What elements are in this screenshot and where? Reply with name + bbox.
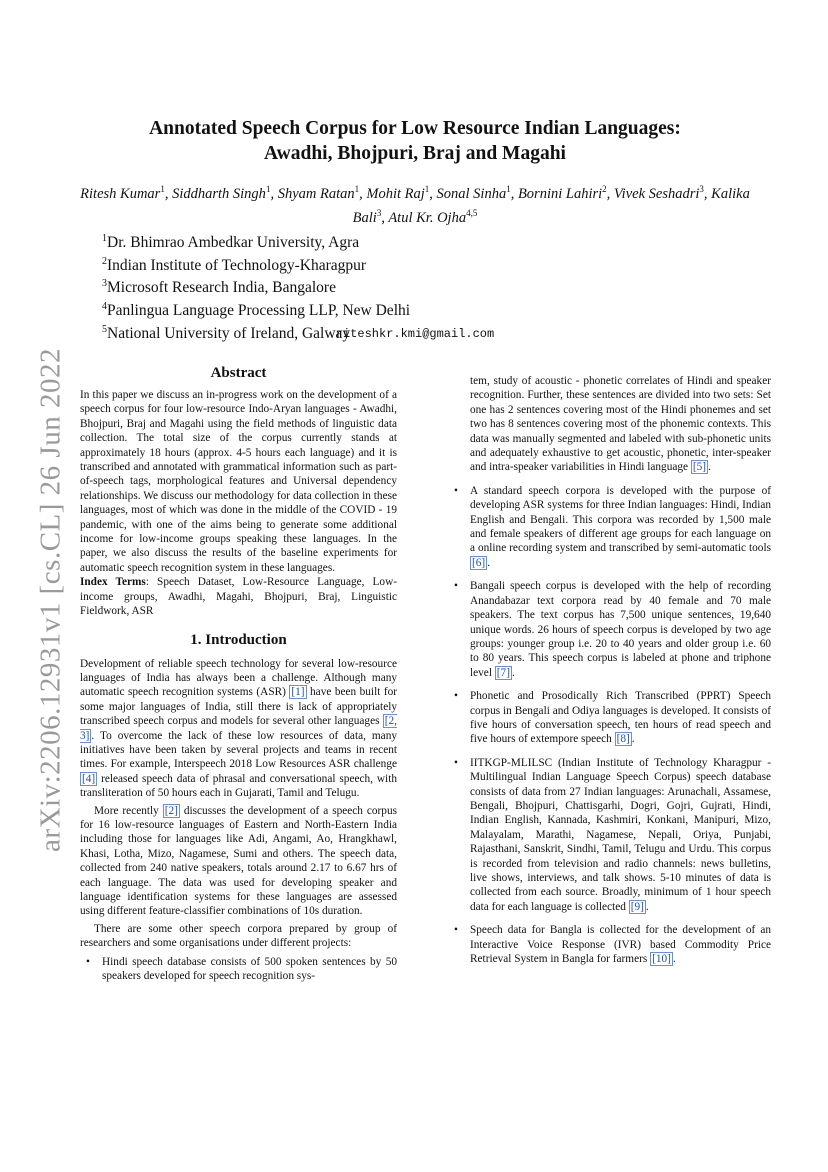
affiliation-text: Dr. Bhimrao Ambedkar University, Agra bbox=[107, 234, 360, 252]
list-item-text bbox=[470, 485, 771, 570]
text-run: . bbox=[672, 953, 676, 966]
affiliation-mark: 1 bbox=[102, 233, 107, 244]
citation-link[interactable]: [9] bbox=[630, 900, 644, 913]
list-item bbox=[454, 484, 771, 570]
affiliation-item bbox=[80, 298, 750, 321]
author-list: Ritesh Kumar$^1$, Siddharth Singh$^1$, Shyam Ratan$^1$, Mohit Raj$^1$, Sonal Sinha$^1$, Bornini Lahiri$^2$, Vivek Seshadri$^3$, Kalika Bali$^3$, Atul Kr. Ojha$^{4,5}$ bbox=[80, 184, 750, 226]
list-item-text bbox=[470, 690, 771, 746]
abstract-text: In this paper we discuss an in-progress work on the development of a speech corpus for four low-resource Indo-Aryan languages - Awadhi, Bhojpuri, Braj and Magahi using the field methods of linguistic data collection. The total size of the corpus currently stands at approximately 18 hours (approx. 4-5 hours each language) and it is transcribed and annotated with grammatical information such as part-of-speech tags, morphological features and Universal dependency relationships. We discuss our methodology for data collection in these languages, most of which was done in the middle of the COVID - 19 pandemic, with one of the aims being to generate some additional income for low-income groups speaking these languages. In the paper, we also discuss the results of the baseline experiments for automatic speech recognition system in these languages. bbox=[80, 389, 397, 574]
text-run: There are some other speech corpora prepared by group of researchers and some organisations under different projects: bbox=[80, 922, 397, 950]
arxiv-watermark bbox=[36, 330, 66, 870]
affiliation-mark: 4 bbox=[102, 300, 107, 312]
text-run: . bbox=[708, 461, 711, 474]
affiliation-text: Indian Institute of Technology-Kharagpur bbox=[107, 256, 367, 274]
list-item bbox=[80, 955, 397, 984]
left-column bbox=[80, 364, 397, 983]
section-heading-introduction: 1. Introduction bbox=[190, 631, 287, 648]
right-column bbox=[454, 370, 771, 975]
author-affiliation-mark: 1 bbox=[506, 184, 511, 194]
author-name: Shyam Ratan bbox=[277, 185, 355, 202]
affiliation-mark: 2 bbox=[102, 255, 107, 267]
citation-link[interactable]: [7] bbox=[496, 666, 510, 679]
author-name: Sonal Sinha bbox=[436, 185, 507, 202]
list-item bbox=[454, 579, 771, 680]
list-item-text bbox=[470, 924, 771, 966]
bullet-icon: • bbox=[454, 484, 458, 497]
author-affiliation-mark: 1 bbox=[160, 184, 165, 194]
affiliation-text: Panlingua Language Processing LLP, New Delhi bbox=[107, 302, 411, 320]
author-name: Mohit Raj bbox=[366, 185, 425, 202]
index-terms-label: Index Terms bbox=[80, 576, 146, 589]
list-item bbox=[454, 923, 771, 966]
affiliation-text: Microsoft Research India, Bangalore bbox=[107, 279, 336, 297]
citation-link[interactable]: [10] bbox=[652, 953, 671, 966]
author-affiliation-mark: 3 bbox=[699, 184, 704, 194]
author-affiliation-mark: 1 bbox=[265, 184, 271, 194]
list-item-text: Hindi speech database consists of 500 spoken sentences by 50 speakers developed for speech recognition sys- bbox=[102, 955, 397, 983]
author-name: Atul Kr. Ojha bbox=[388, 209, 467, 226]
author-affiliation-mark: 1 bbox=[424, 184, 430, 194]
author-name: Ritesh Kumar bbox=[80, 185, 161, 202]
citation-link[interactable]: [6] bbox=[472, 556, 486, 569]
citation-link[interactable]: [8] bbox=[616, 733, 630, 746]
text-run: . bbox=[645, 900, 649, 913]
text-run: Phonetic and Prosodically Rich Transcribed (PPRT) Speech corpus in Bengali and Odiya languages is developed. It consists of five hours of conversation speech, ten hours of read speech and five hours of extempore speech bbox=[470, 690, 771, 746]
index-terms bbox=[80, 575, 397, 618]
author-affiliation-mark: 3 bbox=[376, 207, 382, 218]
author-affiliation-mark: 2 bbox=[602, 184, 607, 194]
text-run: released speech data of phrasal and conversational speech, with transliteration of 50 hours each in Gujarati, Tamil and Telugu. bbox=[80, 772, 397, 800]
list-item bbox=[454, 689, 771, 747]
title-line-1: Annotated Speech Corpus for Low Resource Indian Languages: bbox=[149, 118, 681, 139]
index-terms-text: : Speech Dataset, Low-Resource Language, Low-income groups, Awadhi, Magahi, Bhojpuri, Braj, Linguistic Fieldwork, ASR bbox=[80, 576, 397, 618]
text-run: More recently bbox=[94, 804, 163, 817]
paper-title bbox=[80, 116, 750, 166]
affiliation-mark: 3 bbox=[102, 278, 107, 290]
author-name: Vivek Seshadri bbox=[613, 185, 700, 202]
text-run: have been built for some major languages of India, still there is lack of appropriately transcribed speech corpus and models for several other languages bbox=[80, 686, 397, 728]
arxiv-id[interactable]: arXiv:2206.12931v1 [cs.CL] 26 Jun 2022 bbox=[34, 348, 67, 852]
bullet-icon: • bbox=[454, 924, 458, 937]
text-run: A standard speech corpora is developed with the purpose of developing ASR systems for three Indian languages: Hindi, Indian English and Bengali. This corpora was recorded by 1,500 male and female speakers of different age groups for each language on a online recording system and transcribed by semi-automatic tools bbox=[470, 484, 771, 555]
text-run: tem, study of acoustic - phonetic correlates of Hindi and speaker recognition. Further, these sentences are divided into two sets: Set one has 2 sentences covering most of the Hindi phonemes and set two has 8 sentences covering most of the phonemic contexts. This data was manually segmented and labeled with sub-phonetic units and adequately exhaustive to get acoustic, phonetic, inter-speaker and intra-speaker variabilities in Hindi language bbox=[470, 375, 771, 474]
list-item-text bbox=[470, 375, 771, 474]
author-affiliation-mark: 4,5 bbox=[466, 207, 478, 218]
citation-link[interactable]: [1] bbox=[291, 686, 305, 699]
abstract-heading: Abstract bbox=[210, 365, 267, 381]
bullet-icon: • bbox=[86, 955, 90, 968]
bullet-icon: • bbox=[454, 580, 458, 593]
author-name: Siddharth Singh bbox=[172, 185, 266, 202]
list-item bbox=[454, 374, 771, 475]
text-run: Bangali speech corpus is developed with the help of recording Anandabazar text corpora read by 40 female and 70 male speakers. The text corpus has 7,500 unique sentences, 19,640 unique words. 26 hours of speech corpus is developed by two age groups: younger group i.e. 20 to 40 years and older group i.e. 60 to 80 years. This speech corpus is labeled at phone and triphone level bbox=[470, 580, 771, 679]
text-run: . To overcome the lack of these low resources of data, many initiatives have been taken by several projects and teams in recent times. For example, Interspeech 2018 Low Resources ASR challenge bbox=[80, 729, 397, 771]
bullet-icon: • bbox=[454, 756, 458, 769]
text-run: Speech data for Bangla is collected for the development of an Interactive Voice Response (IVR) based Commodity Price Retrieval System in Bangla for farmers bbox=[470, 924, 771, 966]
text-run: . bbox=[631, 733, 635, 746]
text-run: . bbox=[487, 556, 491, 569]
bullet-icon: • bbox=[454, 690, 458, 703]
affiliation-text: National University of Ireland, Galway bbox=[107, 324, 351, 342]
list-item bbox=[454, 756, 771, 914]
contact-email[interactable]: riteshkr.kmi@gmail.com bbox=[335, 327, 495, 341]
intro-paragraph-1 bbox=[80, 657, 397, 801]
affiliation-item bbox=[80, 230, 750, 253]
affiliation-item bbox=[80, 253, 750, 276]
corpora-list-start bbox=[80, 955, 397, 984]
text-run: . bbox=[511, 666, 515, 679]
corpora-list-continued bbox=[454, 374, 771, 966]
list-item-text bbox=[470, 757, 771, 914]
citation-link[interactable]: [2] bbox=[164, 804, 178, 817]
text-run: IITKGP-MLILSC (Indian Institute of Technology Kharagpur - Multilingual Indian Language Speech Corpus) speech database consists of data from 27 Indian languages: Arunachali, Assamese, Bengali, Bhojpuri, Chattisgarhi, Dogri, Gojri, Gujrati, Hindi, Indian English, Kannada, Kashmiri, Konkani, Manipuri, Mizo, Malayalam, Marathi, Nagamese, Nepali, Oriya, Punjabi, Rajasthani, Sanskrit, Sindhi, Tamil, Telugu and Urdu. This corpus is recorded from television and radio channels: news bulletins, live shows, interviews, and talk shows. 5-10 minutes of data is collected from each source. Broadly, minimum of 1 hour speech data for each language is collected bbox=[470, 756, 771, 913]
text-run: discusses the development of a speech corpus for 16 low-resource languages of Eastern and North-Eastern India including those for languages like Adi, Angami, Ao, Hrangkhawl, Khasi, Lotha, Mizo, Nagamese, Sumi and others. The speech data, collected from 240 native speakers, totals around 2.17 to 6.67 hrs of each language. The data was used for developing speaker and language identification systems for these languages are assessed using different feature-classifier combinations of 10s duration. bbox=[80, 804, 397, 918]
citation-link[interactable]: [5] bbox=[692, 461, 707, 474]
title-line-2: Awadhi, Bhojpuri, Braj and Magahi bbox=[264, 143, 566, 164]
affiliation-mark: 5 bbox=[102, 323, 107, 335]
affiliation-item bbox=[80, 275, 750, 298]
citation-link[interactable]: [4] bbox=[82, 772, 96, 785]
author-name: Kalika Bali bbox=[352, 185, 750, 226]
intro-paragraph-3 bbox=[80, 922, 397, 951]
author-affiliation-mark: 1 bbox=[354, 184, 360, 194]
list-item-text bbox=[470, 580, 771, 679]
citation-link[interactable]: [2, 3] bbox=[80, 715, 397, 742]
text-run: Development of reliable speech technology for several low-resource languages of India has always been a challenge. Although many automatic speech recognition systems (ASR) bbox=[80, 657, 397, 699]
author-name: Bornini Lahiri bbox=[517, 185, 603, 202]
intro-paragraph-2 bbox=[80, 804, 397, 919]
